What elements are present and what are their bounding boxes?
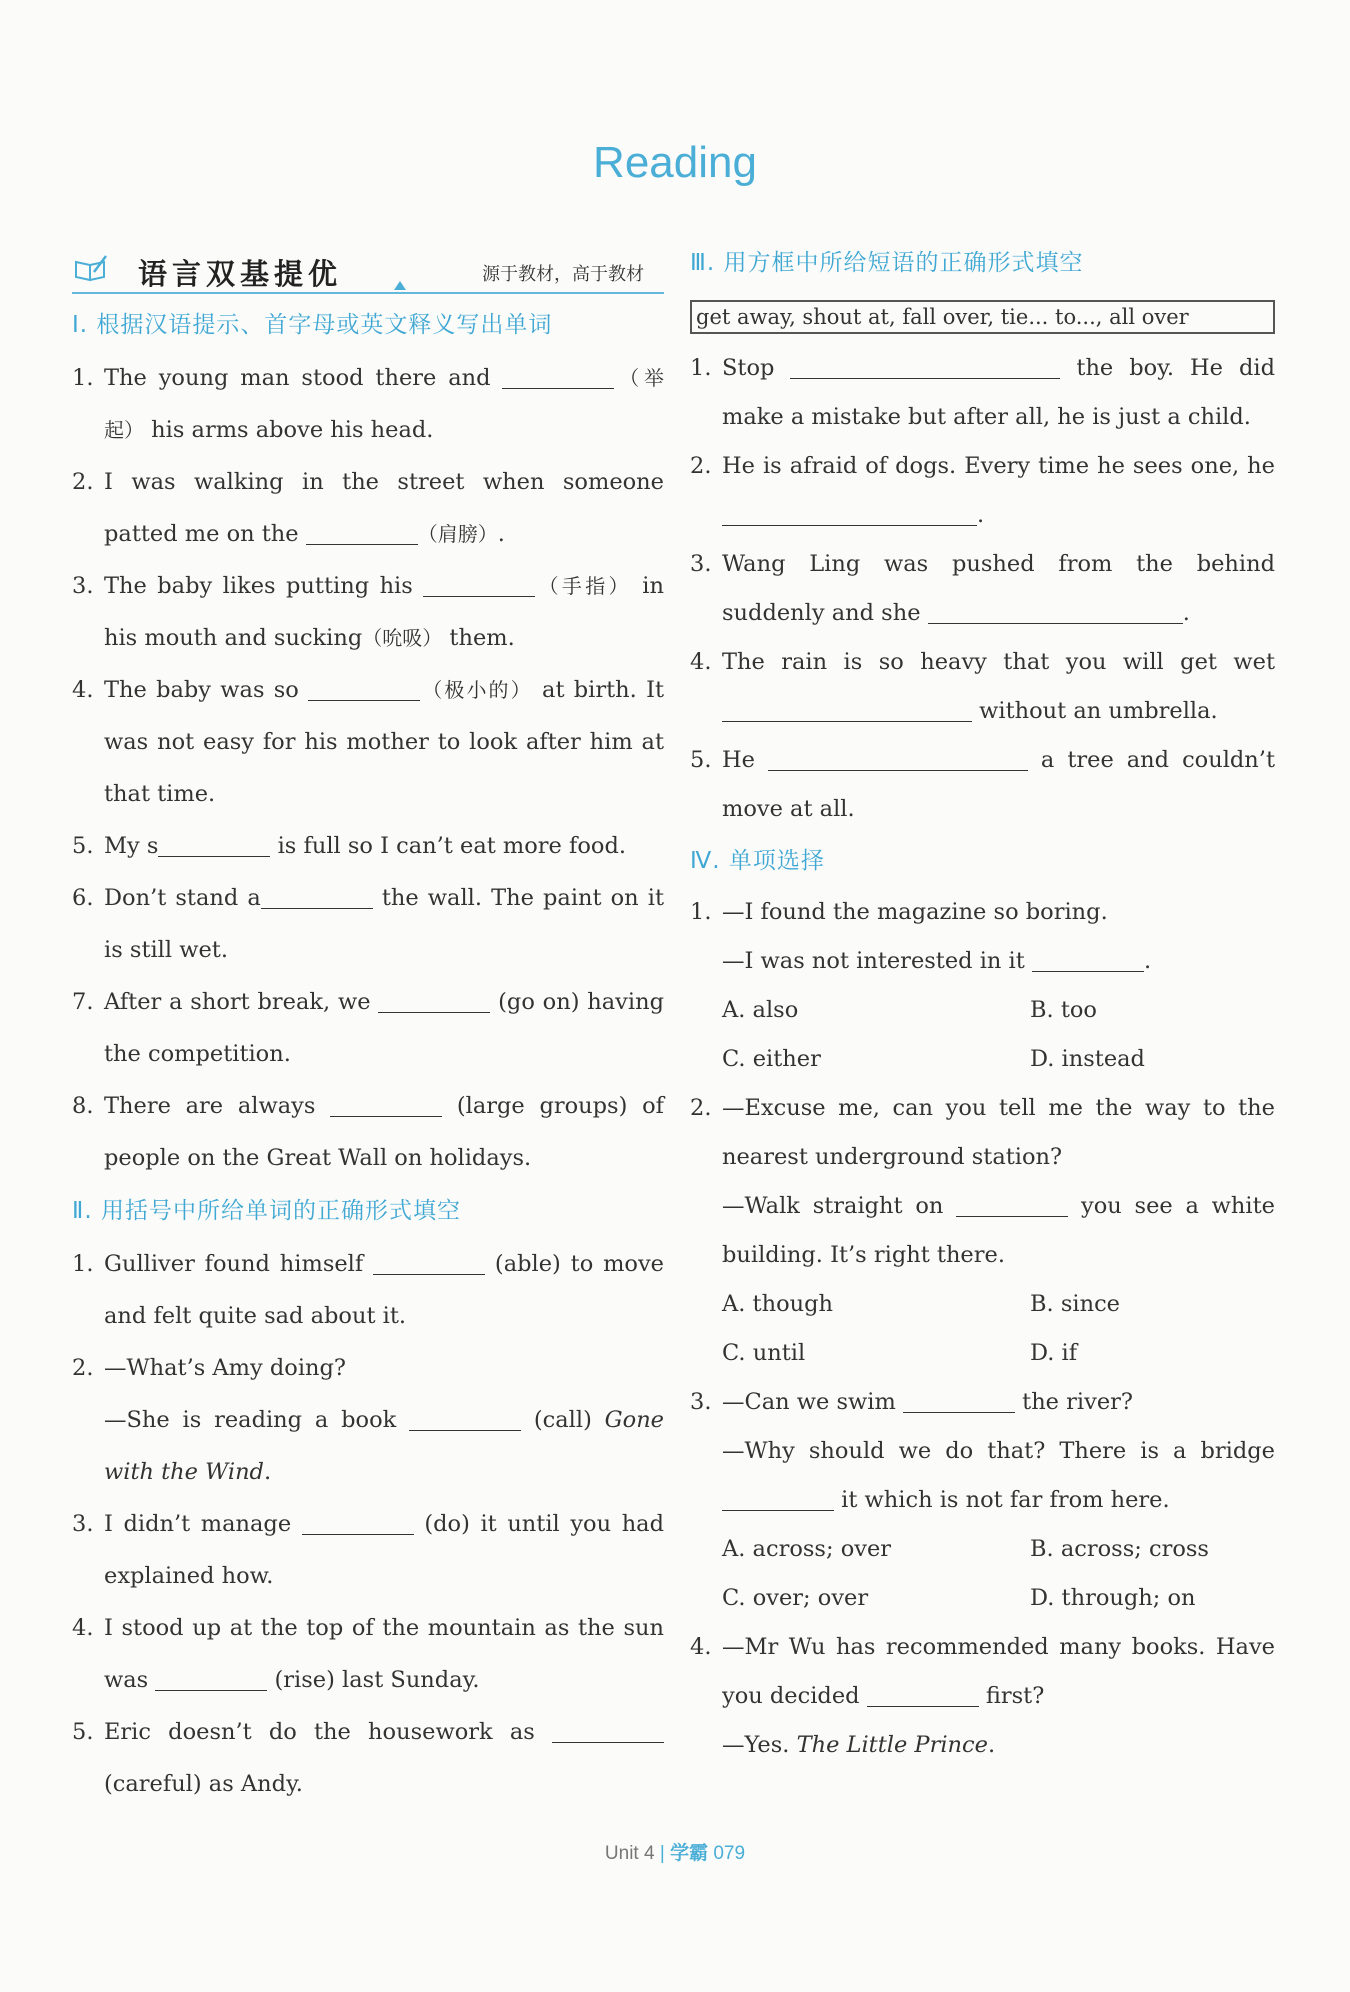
answer-blank[interactable] [768,742,1028,771]
option-a[interactable]: A. also [722,997,799,1023]
answer-blank[interactable] [552,1714,664,1743]
question: 3. I didn’t manage (do) it until you had explained how. [72,1498,664,1602]
phrase-box: get away, shout at, fall over, tie... to..., all over [690,300,1275,334]
question: 7. After a short break, we (go on) having the competition. [72,976,664,1080]
question: 1. Gulliver found himself (able) to move and felt quite sad about it. [72,1238,664,1342]
option-c[interactable]: C. until [722,1340,806,1366]
right-column [690,248,1275,1770]
question: 1. —I found the magazine so boring. —I was not interested in it . [690,899,1152,974]
answer-blank[interactable] [903,1384,1015,1413]
answer-blank[interactable] [928,595,1183,624]
question: 4. The rain is so heavy that you will get wet without an umbrella. [690,649,1275,724]
answer-blank[interactable] [158,828,270,857]
option-d[interactable]: D. if [1030,1340,1078,1366]
answer-blank[interactable] [867,1678,979,1707]
answer-blank[interactable] [261,880,373,909]
section-1-heading: Ⅰ. 根据汉语提示、首字母或英文释义写出单词 [72,312,553,338]
footer-separator: | [654,1843,671,1864]
option-d[interactable]: D. through; on [1030,1585,1196,1611]
answer-blank[interactable] [306,516,418,545]
section-4-heading: Ⅳ. 单项选择 [690,848,825,874]
question: 2. He is afraid of dogs. Every time he sees one, he . [690,453,1275,528]
answer-blank[interactable] [308,672,420,701]
option-b[interactable]: B. since [1030,1291,1120,1317]
question: 2. I was walking in the street when someone patted me on the （肩膀）. [72,469,664,547]
answer-blank[interactable] [409,1402,521,1431]
question: 6. Don’t stand a the wall. The paint on it is still wet. [72,872,664,976]
answer-blank[interactable] [373,1246,485,1275]
question: 4. —Mr Wu has recommended many books. Have you decided first? —Yes. The Little Prince. [690,1634,1275,1758]
option-a[interactable]: A. across; over [722,1536,892,1562]
footer-brand: 学霸 [670,1843,709,1864]
question: 1. Stop the boy. He did make a mistake but after all, he is just a child. [690,344,1275,442]
option-c[interactable]: C. either [722,1046,821,1072]
banner-title: 语言双基提优 [138,257,343,291]
footer-unit: Unit 4 [604,1843,655,1864]
question: 5. My s is full so I can’t eat more food. [72,820,664,872]
section-3-heading: Ⅲ. 用方框中所给短语的正确形式填空 [690,250,1084,276]
banner-triangle [394,281,406,290]
answer-blank[interactable] [302,1506,414,1535]
page-title: Reading [593,138,757,187]
section-2-heading: Ⅱ. 用括号中所给单词的正确形式填空 [72,1198,461,1224]
choice-options [690,1525,1275,1623]
answer-blank[interactable] [956,1188,1068,1217]
answer-blank[interactable] [378,984,490,1013]
question: 3. The baby likes putting his （手指） in his mouth and sucking（吮吸） them. [72,560,664,664]
left-column [72,248,664,1810]
question: 8. There are always (large groups) of people on the Great Wall on holidays. [72,1080,664,1184]
choice-options [690,986,1275,1084]
question: 1. The young man stood there and （举起） his arms above his head. [72,352,664,456]
book-pen-icon [74,254,108,282]
option-d[interactable]: D. instead [1030,1046,1145,1072]
answer-blank[interactable] [502,360,614,389]
answer-blank[interactable] [790,350,1060,379]
section-banner [72,248,664,294]
question-number: 1. [72,365,94,391]
answer-blank[interactable] [722,693,972,722]
question: 2. —Excuse me, can you tell me the way to the nearest underground station? —Walk straight on you see a white building. It’s right there. [690,1095,1275,1268]
answer-blank[interactable] [330,1088,442,1117]
question: 2. —What’s Amy doing? —She is reading a book (call) Gone with the Wind. [72,1355,664,1485]
choice-options [690,1280,1275,1378]
page-number: 079 [713,1843,746,1864]
banner-slogan: 源于教材，高于教材 [482,264,644,285]
answer-blank[interactable] [423,568,535,597]
option-b[interactable]: B. across; cross [1030,1536,1209,1562]
option-b[interactable]: B. too [1030,997,1097,1023]
answer-blank[interactable] [155,1662,267,1691]
answer-blank[interactable] [722,497,977,526]
question: 3. —Can we swim the river? —Why should we do that? There is a bridge it which is not far from here. [690,1378,1275,1525]
question: 5. He a tree and couldn’t move at all. [690,736,1275,834]
page-footer [0,1838,1350,1865]
question: 4. I stood up at the top of the mountain as the sun was (rise) last Sunday. [72,1615,664,1693]
option-c[interactable]: C. over; over [722,1585,869,1611]
answer-blank[interactable] [1032,943,1144,972]
option-a[interactable]: A. though [722,1291,834,1317]
question: 3. Wang Ling was pushed from the behind suddenly and she . [690,551,1275,626]
answer-blank[interactable] [722,1482,834,1511]
question: 5. Eric doesn’t do the housework as (careful) as Andy. [72,1706,664,1810]
question: 4. The baby was so （极小的） at birth. It was not easy for his mother to look after him at that time. [72,664,664,820]
